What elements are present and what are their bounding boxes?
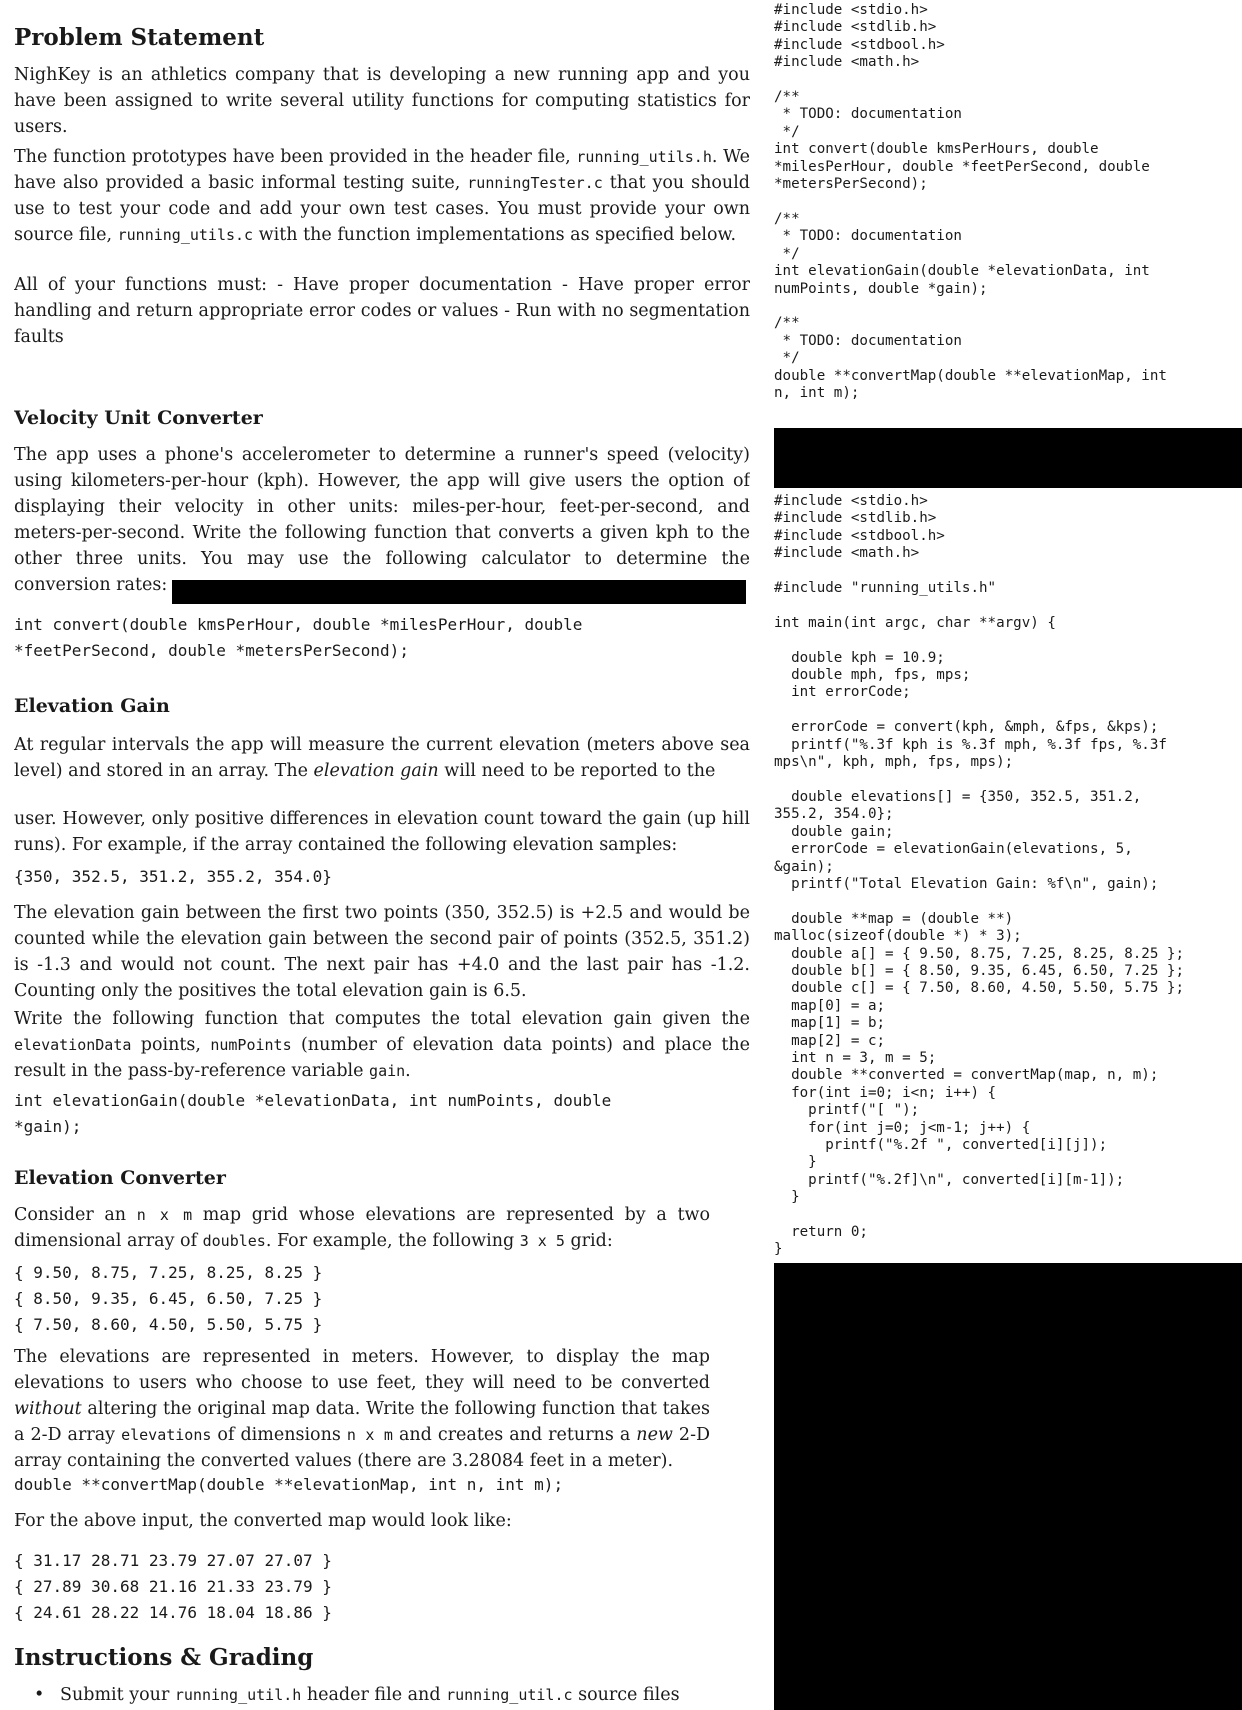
instructions-heading: Instructions & Grading xyxy=(14,1644,314,1671)
elevation-gain-prototype-line-1: int elevationGain(double *elevationData, int numPoints, double xyxy=(14,1091,612,1110)
redacted-block-top xyxy=(774,428,1242,488)
num-points-param: numPoints xyxy=(210,1036,292,1054)
elevation-samples: {350, 352.5, 351.2, 355.2, 354.0} xyxy=(14,867,332,886)
tester-file-code: #include <stdio.h> #include <stdlib.h> #include <stdbool.h> #include <math.h> #include "running_utils.h" int main(int argc, char **argv) { double kph = 10.9; double mph, fps, mps; int errorCode; errorCode = convert(kph, &mph, &fps, &kps); printf("%.3f kph is %.3f mph, %.3f fps, %.3f mps\n", kph, mph, fps, mps); double elevations[] = {350, 352.5, 351.2, 355.2, 354.0}; double gain; errorCode = elevationGain(elevations, 5, &gain); printf("Total Elevation Gain: %f\n", gain); double **map = (double **) malloc(sizeof(double *) * 3); double a[] = { 9.50, 8.75, 7.25, 8.25, 8.25 }; double b[] = { 8.50, 9.35, 6.45, 6.50, 7.25 }; double c[] = { 7.50, 8.60, 4.50, 5.50, 5.75 }; map[0] = a; map[1] = b; map[2] = c; int n = 3, m = 5; double **converted = convertMap(map, n, m); for(int i=0; i<n; i++) { printf("[ "); for(int j=0; j<m-1; j++) { printf("%.2f ", converted[i][j]); } printf("%.2f]\n", converted[i][m-1]); } return 0; } xyxy=(774,493,1184,1258)
requirements-paragraph: All of your functions must: - Have proper documentation - Have proper error handling and return appropriate error codes or values - Run with no segmentation faults xyxy=(14,275,750,347)
header-file-name: running_utils.h xyxy=(576,148,712,166)
velocity-paragraph: The app uses a phone's accelerometer to determine a runner's speed (velocity) using kilometers-per-hour (kph). However, the app will give users the option of displaying their velocity in other units: miles-per-hour, feet-per-second, and meters-per-second. Write the following function that converts a given kph to the other three units. You may use the following calculator to determine the conversion rates: xyxy=(14,445,750,595)
elevation-converter-paragraph-1: Consider an n x m map grid whose elevations are represented by a two dimensional array of doubles. For example, the following 3 x 5 grid: xyxy=(14,1205,711,1251)
elevation-gain-term: elevation gain xyxy=(313,761,439,781)
converted-intro: For the above input, the converted map would look like: xyxy=(14,1511,512,1531)
grid-row-3: { 7.50, 8.60, 4.50, 5.50, 5.75 } xyxy=(14,1315,323,1334)
bullet-icon: • xyxy=(34,1685,45,1705)
code-column xyxy=(774,0,1242,1710)
elevation-converter-heading: Elevation Converter xyxy=(14,1167,226,1189)
convert-prototype-line-1: int convert(double kmsPerHour, double *milesPerHour, double xyxy=(14,615,583,634)
elevation-gain-paragraph-4: Write the following function that computes the total elevation gain given the elevationData points, numPoints (number of elevation data points) and place the result in the pass-by-reference variable gain. xyxy=(14,1009,750,1081)
elevation-gain-paragraph-1: At regular intervals the app will measure the current elevation (meters above sea level) and stored in an array. The elevation gain will need to be reported to the xyxy=(14,735,750,781)
elevation-data-param: elevationData xyxy=(14,1036,132,1054)
assignment-text-column xyxy=(14,0,750,1710)
problem-statement-heading: Problem Statement xyxy=(14,24,265,51)
redacted-block-bottom xyxy=(774,1263,1242,1710)
converted-row-1: { 31.17 28.71 23.79 27.07 27.07 } xyxy=(14,1551,332,1570)
convert-prototype-line-2: *feetPerSecond, double *metersPerSecond); xyxy=(14,641,409,660)
header-file-code: #include <stdio.h> #include <stdlib.h> #include <stdbool.h> #include <math.h> /** * TODO: documentation */ int convert(double kmsPerHours, double *milesPerHour, double *feetPerSecond, double *metersPerSecond); /** * TODO: documentation */ int elevationGain(double *elevationData, int numPoints, double *gain); /** * TODO: documentation */ double **convertMap(double **elevationMap, int n, int m); xyxy=(774,2,1167,401)
elevation-converter-paragraph-2: The elevations are represented in meters. However, to display the map elevations to users who choose to use feet, they will need to be converted without altering the original map data. Write the following function that takes a 2-D array elevations of dimensions n x m and creates and returns a new 2-D array containing the converted values (there are 3.28084 feet in a meter). xyxy=(14,1347,711,1471)
elevation-gain-paragraph-3: The elevation gain between the first two points (350, 352.5) is +2.5 and would be counted while the elevation gain between the second pair of points (352.5, 351.2) is -1.3 and would not count. The next pair has +4.0 and the last pair has -1.2. Counting only the positives the total elevation gain is 6.5. xyxy=(14,903,750,1001)
convert-map-prototype: double **convertMap(double **elevationMap, int n, int m); xyxy=(14,1475,564,1494)
intro-paragraph: NighKey is an athletics company that is developing a new running app and you have been assigned to write several utility functions for computing statistics for users. xyxy=(14,65,750,137)
elevation-gain-prototype-line-2: *gain); xyxy=(14,1117,82,1136)
gain-param: gain xyxy=(369,1062,406,1080)
instructions-bullet: • Submit your running_util.h header file and running_util.c source files xyxy=(34,1682,680,1708)
prototypes-paragraph: The function prototypes have been provided in the header file, running_utils.h. We have also provided a basic informal testing suite, runningTester.c that you should use to test your code and add your own test cases. You must provide your own source file, running_utils.c with the function implementations as specified below. xyxy=(14,147,750,245)
converted-row-3: { 24.61 28.22 14.76 18.04 18.86 } xyxy=(14,1603,332,1622)
source-file-name: running_utils.c xyxy=(117,226,254,244)
elevation-gain-paragraph-2: user. However, only positive differences in elevation count toward the gain (up hill runs). For example, if the array contained the following elevation samples: xyxy=(14,809,750,855)
redacted-calculator-link xyxy=(172,580,746,604)
grid-row-1: { 9.50, 8.75, 7.25, 8.25, 8.25 } xyxy=(14,1263,323,1282)
grid-row-2: { 8.50, 9.35, 6.45, 6.50, 7.25 } xyxy=(14,1289,323,1308)
tester-file-name: runningTester.c xyxy=(467,174,603,192)
converted-row-2: { 27.89 30.68 21.16 21.33 23.79 } xyxy=(14,1577,332,1596)
elevation-gain-heading: Elevation Gain xyxy=(14,695,170,717)
velocity-heading: Velocity Unit Converter xyxy=(14,407,263,429)
